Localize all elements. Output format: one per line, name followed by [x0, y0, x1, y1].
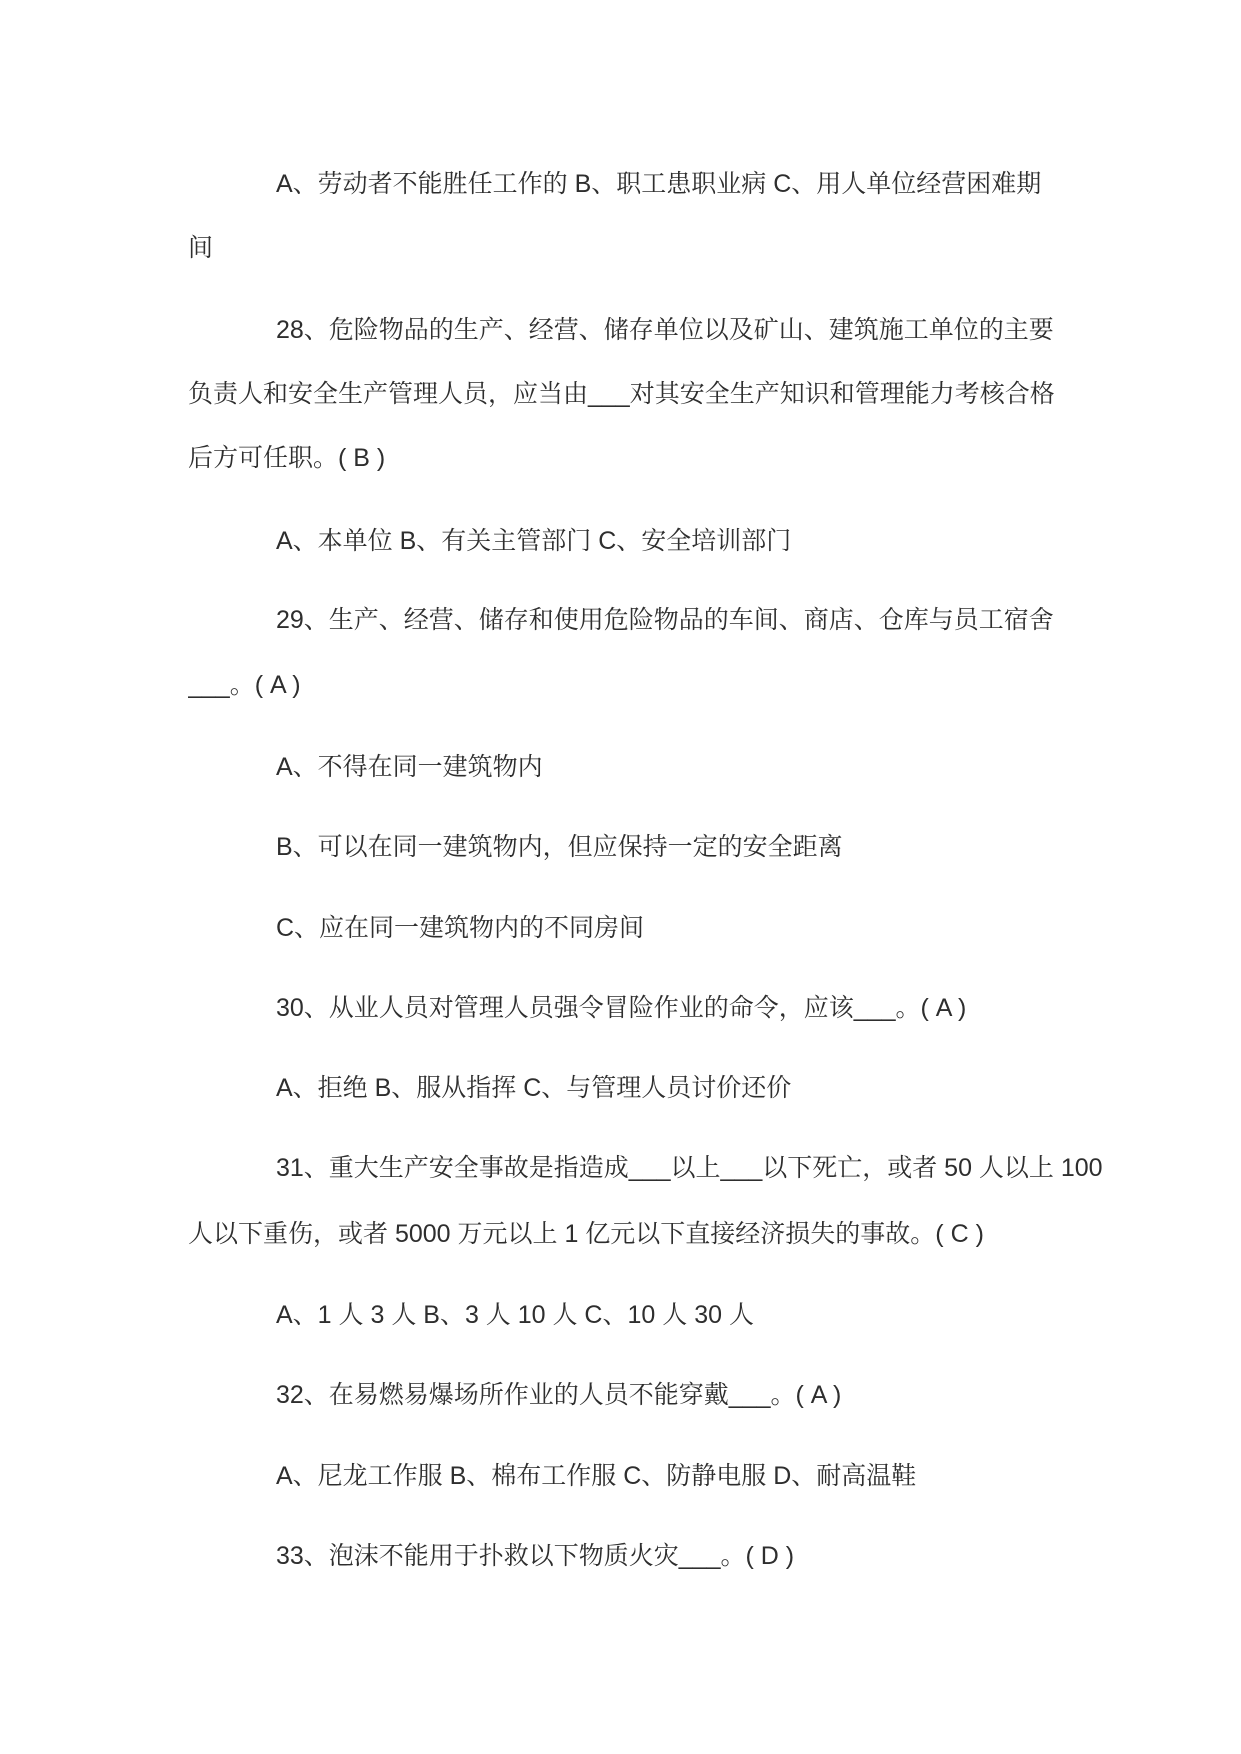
- q27-options-continuation: 间: [188, 234, 214, 262]
- q29-option-a: A、不得在同一建筑物内: [276, 753, 543, 781]
- q28-question-line1: 28、危险物品的生产、经营、储存单位以及矿山、建筑施工单位的主要: [276, 316, 1054, 344]
- q30-question: 30、从业人员对管理人员强令冒险作业的命令，应该___。( A ): [276, 994, 967, 1022]
- q31-options: A、1 人 3 人 B、3 人 10 人 C、10 人 30 人: [276, 1301, 754, 1329]
- q28-question-line2: 负责人和安全生产管理人员，应当由___对其安全生产知识和管理能力考核合格: [188, 380, 1055, 408]
- q29-question-line2: ___。( A ): [188, 671, 301, 699]
- q28-options: A、本单位 B、有关主管部门 C、安全培训部门: [276, 527, 792, 555]
- q31-question-line1: 31、重大生产安全事故是指造成___以上___以下死亡，或者 50 人以上 100: [276, 1154, 1103, 1182]
- q30-options: A、拒绝 B、服从指挥 C、与管理人员讨价还价: [276, 1074, 792, 1102]
- q29-question-line1: 29、生产、经营、储存和使用危险物品的车间、商店、仓库与员工宿舍: [276, 606, 1054, 634]
- q29-option-b: B、可以在同一建筑物内，但应保持一定的安全距离: [276, 833, 843, 861]
- q28-question-line3: 后方可任职。( B ): [188, 444, 386, 472]
- q32-options: A、尼龙工作服 B、棉布工作服 C、防静电服 D、耐高温鞋: [276, 1462, 917, 1490]
- q33-question: 33、泡沫不能用于扑救以下物质火灾___。( D ): [276, 1542, 795, 1570]
- q27-options-line: A、劳动者不能胜任工作的 B、职工患职业病 C、用人单位经营困难期: [276, 170, 1042, 198]
- q31-question-line2: 人以下重伤，或者 5000 万元以上 1 亿元以下直接经济损失的事故。( C ): [188, 1220, 984, 1248]
- q32-question: 32、在易燃易爆场所作业的人员不能穿戴___。( A ): [276, 1381, 842, 1409]
- q29-option-c: C、应在同一建筑物内的不同房间: [276, 914, 645, 942]
